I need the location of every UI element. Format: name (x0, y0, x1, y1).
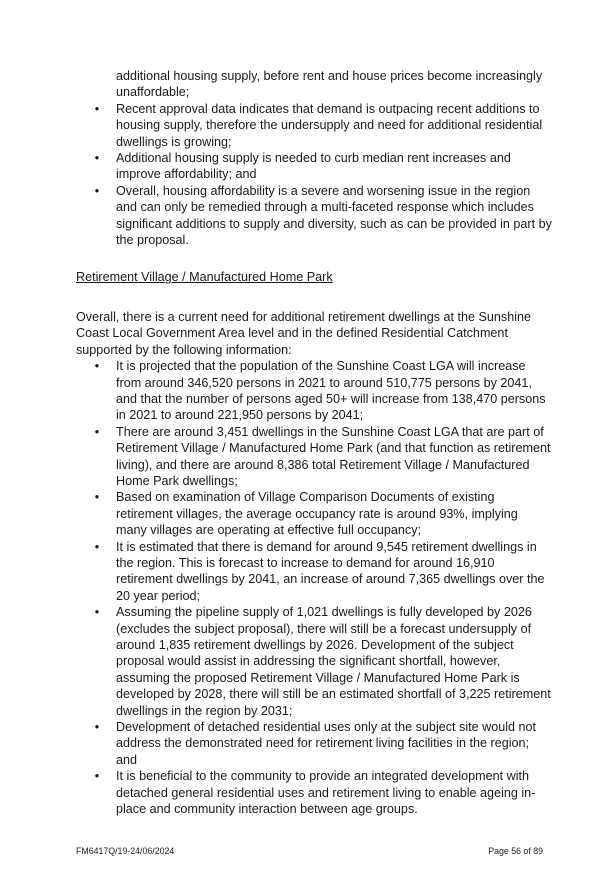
intro-paragraph: Overall, there is a current need for additional retirement dwellings at the Sunshine Coast Local Government Area level and in the defined Residential Catchment supported by the following information: (76, 309, 532, 357)
bullet-icon: • (94, 359, 100, 374)
bullet-icon: • (94, 605, 100, 620)
bullet-list-top (76, 101, 552, 249)
list-item (76, 719, 552, 768)
bullet-icon: • (94, 101, 100, 116)
list-item-text: Assuming the pipeline supply of 1,021 dwellings is fully developed by 2026 (excludes the subject proposal), there will still be a forecast undersupply of around 1,835 retirement dwellings by 2026. Development of the subject proposal would assist in addressing the significant shortfall, however, assuming the proposed Retirement Village / Manufactured Home Park is developed by 2028, there will still be an estimated shortfall of 3,225 retirement dwellings in the region by 2031; (116, 605, 551, 718)
bullet-icon: • (94, 151, 100, 166)
list-item-text: There are around 3,451 dwellings in the Sunshine Coast LGA that are part of Retirement Village / Manufactured Home Park (and that function as retirement living), and there are around 8,386 total Retirement Village / Manufactured Home Park dwellings; (116, 424, 551, 488)
list-item (76, 101, 552, 150)
section-heading: Retirement Village / Manufactured Home Park (76, 270, 333, 285)
list-item-text: It is estimated that there is demand for around 9,545 retirement dwellings in the region. This is forecast to increase to demand for around 16,910 retirement dwellings by 2041, an increase of around 7,365 dwellings over the 20 year period; (116, 539, 545, 603)
list-item-text: It is projected that the population of the Sunshine Coast LGA will increase from around 346,520 persons in 2021 to around 510,775 persons by 2041, and that the number of persons aged 50+ will increase from 138,470 persons in 2021 to around 221,950 persons by 2041; (116, 359, 546, 423)
page-number: Page 56 of 89 (488, 846, 543, 856)
bullet-icon: • (94, 183, 100, 198)
list-item-text: Additional housing supply is needed to curb median rent increases and improve affordability; and (116, 151, 511, 182)
bullet-icon: • (94, 720, 100, 735)
list-item (76, 358, 552, 424)
list-item (76, 768, 552, 817)
list-item (76, 424, 552, 490)
bullet-icon: • (94, 539, 100, 554)
list-item (76, 489, 552, 538)
list-item (76, 539, 552, 605)
footer-reference: FM6417Q/19-24/06/2024 (76, 846, 175, 856)
list-item (76, 604, 552, 719)
bullet-icon: • (94, 490, 100, 505)
bullet-list-main (76, 358, 552, 817)
list-item (76, 150, 552, 183)
bullet-icon: • (94, 769, 100, 784)
list-item-text: It is beneficial to the community to provide an integrated development with detached general residential uses and retirement living to enable ageing in-place and community interaction between age groups. (116, 769, 536, 817)
bullet-icon: • (94, 424, 100, 439)
list-item-text: Recent approval data indicates that demand is outpacing recent additions to housing supply, therefore the undersupply and need for additional residential dwellings is growing; (116, 101, 543, 149)
list-item-text: Development of detached residential uses only at the subject site would not address the demonstrated need for retirement living facilities in the region; and (116, 720, 537, 767)
page-body (76, 68, 552, 817)
continuation-text: additional housing supply, before rent and house prices become increasingly unaffordable; (116, 69, 543, 100)
list-item (76, 183, 552, 249)
list-item-text: Overall, housing affordability is a severe and worsening issue in the region and can only be remedied through a multi-faceted response which includes significant additions to supply and diversity, such as can be provided in part by the proposal. (116, 183, 552, 248)
list-item-text: Based on examination of Village Comparison Documents of existing retirement villages, the average occupancy rate is around 93%, implying many villages are operating at effective full occupancy; (116, 490, 518, 538)
